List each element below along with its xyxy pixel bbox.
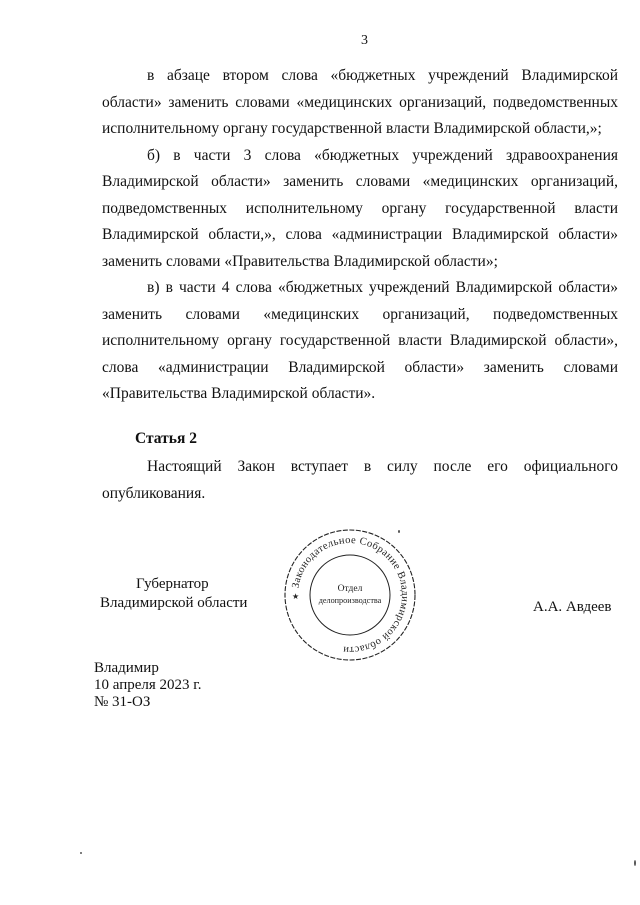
paragraph-b: б) в части 3 слова «бюджетных учреждений здравоохранения Владимирской области» заменить словами «медицинских организаций, подведомственных исполнительному органу государственной власти Владимирской области,», слова «администрации Владимирской области» заменить словами «Правительства Владимирской области»; [102, 146, 618, 270]
signatory-position [100, 575, 247, 613]
stamp-ring-text [290, 535, 410, 655]
signatory-name: А.А. Авдеев [533, 599, 612, 615]
stamp-star-left: ★ [292, 592, 300, 601]
footer-city: Владимир [94, 660, 159, 676]
stamp-center-line-1: Отдел [337, 584, 363, 594]
article-2-text: Настоящий Закон вступает в силу после его официального опубликования. [102, 458, 618, 502]
article-2-body [102, 454, 618, 507]
stamp-ring-textpath: Законодательное Собрание Владимирской области [290, 534, 411, 656]
footer-date: 10 апреля 2023 г. [94, 677, 202, 693]
scan-speck [80, 852, 82, 854]
stamp-inner-ring [310, 555, 390, 635]
stamp-outer-ring [285, 530, 415, 660]
paragraph-c: в) в части 4 слова «бюджетных учреждений Владимирской области» заменить словами «медицинских организаций, подведомственных исполнительному органу государственной власти Владимирской области», слова «администрации Владимирской области» заменить словами «Правительства Владимирской области». [102, 279, 618, 402]
signatory-region: Владимирской области [100, 595, 248, 611]
page-number: 3 [361, 33, 368, 48]
amendment-paragraphs [102, 63, 618, 408]
official-stamp [282, 527, 418, 663]
stamp-center-line-2: делопроизводства [318, 596, 382, 605]
article-2-title: Статья 2 [135, 430, 197, 447]
footer-number: № 31-ОЗ [94, 694, 151, 710]
scan-speck [634, 860, 636, 866]
paragraph-a: в абзаце втором слова «бюджетных учреждений Владимирской области» заменить словами «медицинских организаций, подведомственных исполнительному органу государственной власти Владимирской области,»; [102, 67, 618, 137]
document-footer [94, 660, 202, 711]
scan-speck [398, 530, 400, 533]
signatory-title: Губернатор [136, 576, 209, 592]
